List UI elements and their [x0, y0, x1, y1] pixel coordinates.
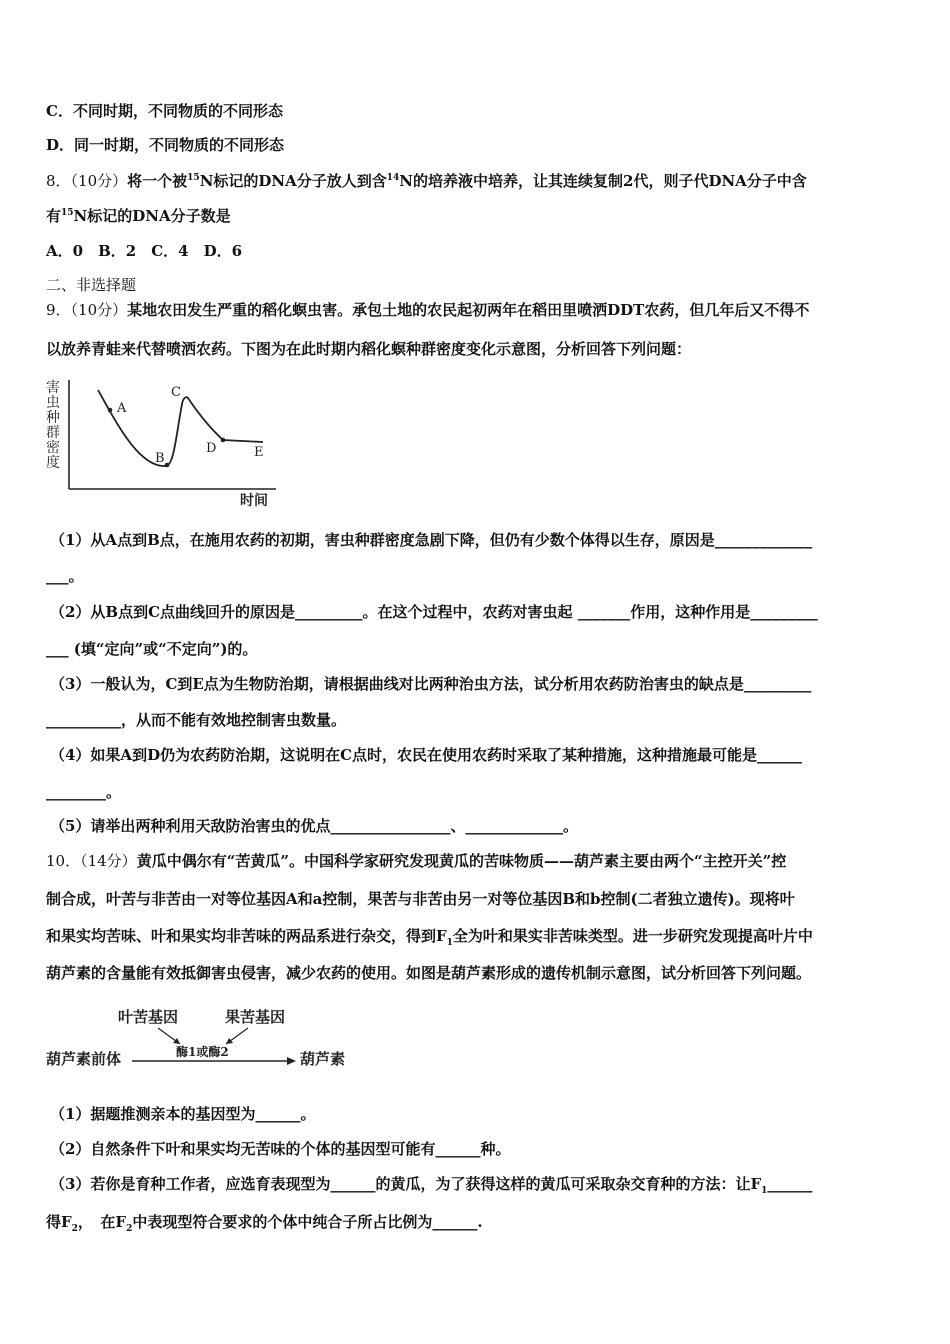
q8-options: A．0 B．2 C．4 D．6: [46, 242, 243, 260]
fruit-arrowhead: [226, 1038, 233, 1044]
enzyme-label: 酶1或酶2: [176, 1045, 229, 1059]
pest-density-graph: [40, 376, 290, 510]
cucurbitacin-mechanism-diagram: [40, 1000, 370, 1080]
q8-stem-line1: 8．（10分）将一个被$^{15}$N标记的DNA分子放人到含$^{14}$N的培养液中培养，让其连续复制2代，则子代DNA分子中含: [46, 172, 807, 190]
q9-sub4-line1: （4）如果A到D仍为农药防治期，这说明在C点时，农民在使用农药时采取了某种措施，这种措施最可能是______: [50, 746, 803, 764]
point-b-marker: [165, 463, 170, 468]
y-axis-char: 度: [46, 455, 60, 471]
q9-sub1-line2: ___。: [46, 567, 84, 585]
point-a-label: A: [117, 401, 127, 416]
precursor-label: 葫芦素前体: [46, 1050, 122, 1068]
q9-sub3-line2: __________，从而不能有效地控制害虫数量。: [46, 711, 347, 729]
q7-option-c: C．不同时期，不同物质的不同形态: [46, 102, 283, 120]
q10-stem-line2: 制合成，叶苦与非苦由一对等位基因A和a控制，果苦与非苦由另一对等位基因B和b控制(二者独立遗传)。现将叶: [46, 890, 795, 908]
q9-sub4-line2: ________。: [46, 783, 122, 801]
q10-number: 10．（14分）: [46, 852, 137, 870]
product-label: 葫芦素: [300, 1050, 346, 1068]
q7-option-d: D．同一时期，不同物质的不同形态: [46, 136, 285, 154]
point-d-marker: [221, 438, 226, 443]
point-b-label: B: [155, 451, 165, 466]
point-e-label: E: [254, 445, 264, 460]
y-axis-char: 种: [46, 410, 60, 426]
point-c-label: C: [171, 385, 181, 400]
leaf-gene-label: 叶苦基因: [118, 1008, 179, 1026]
q9-sub2-line1: （2）从B点到C点曲线回升的原因是_________。在这个过程中，农药对害虫起 _______作用，这种作用是_________: [50, 603, 818, 621]
q8-stem-line2: 有$^{15}$N标记的DNA分子数是: [46, 207, 231, 225]
q9-sub2-line2: ___ (填“定向”或“不定向”)的。: [46, 640, 258, 658]
y-axis-char: 群: [46, 425, 60, 441]
leaf-arrowhead: [173, 1038, 180, 1044]
q9-sub5: （5）请举出两种利用天敌防治害虫的优点________________、_____________。: [50, 817, 578, 835]
q10-sub1: （1）据题推测亲本的基因型为______。: [50, 1105, 316, 1123]
q10-stem-line3: 和果实均苦味、叶和果实均非苦味的两品系进行杂交，得到$F_1$全为叶和果实非苦味类型。进一步研究发现提高叶片中: [46, 927, 813, 948]
fruit-gene-label: 果苦基因: [225, 1008, 286, 1026]
q9-stem-line2: 以放养青蛙来代替喷洒农药。下图为在此时期内稻化螟种群密度变化示意图，分析回答下列问题：: [46, 340, 692, 358]
x-axis-label: 时间: [240, 493, 268, 509]
q8-number: 8．（10分）: [46, 172, 128, 190]
y-axis-char: 虫: [46, 395, 60, 411]
q10-stem-line4: 葫芦素的含量能有效抵御害虫侵害，减少农药的使用。如图是葫芦素形成的遗传机制示意图，试分析回答下列问题。: [46, 964, 812, 982]
q9-sub1-line1: （1）从A点到B点，在施用农药的初期，害虫种群密度急剧下降，但仍有少数个体得以生存，原因是_____________: [50, 531, 813, 549]
q10-sub3-line2: 得$F_2$， 在$F_2$中表现型符合要求的个体中纯合子所占比例为______.: [46, 1213, 483, 1234]
q9-sub3-line1: （3）一般认为，C到E点为生物防治期，请根据曲线对比两种治虫方法，试分析用农药防治害虫的缺点是_________: [50, 675, 812, 693]
reaction-arrowhead: [287, 1057, 296, 1065]
q10-stem-line1: 10．（14分）黄瓜中偶尔有“苦黄瓜”。中国科学家研究发现黄瓜的苦味物质——葫芦素主要由两个“主控开关”控: [46, 852, 787, 870]
y-axis-char: 密: [46, 440, 60, 456]
section-heading: 二、非选择题: [46, 276, 137, 294]
point-a-marker: [108, 408, 113, 413]
q10-sub2: （2）自然条件下叶和果实均无苦味的个体的基因型可能有______种。: [50, 1140, 511, 1158]
q9-number: 9．（10分）: [46, 301, 128, 319]
q9-stem-line1: 9．（10分）某地农田发生严重的稻化螟虫害。承包土地的农民起初两年在稻田里喷洒DDT农药，但几年后又不得不: [46, 301, 810, 319]
point-d-label: D: [206, 441, 217, 456]
y-axis-char: 害: [46, 380, 60, 396]
q10-sub3-line1: （3）若你是育种工作者，应选育表现型为______的黄瓜，为了获得这样的黄瓜可采取杂交育种的方法：让$F_1\_\_\_\_\_\_$: [50, 1175, 813, 1196]
